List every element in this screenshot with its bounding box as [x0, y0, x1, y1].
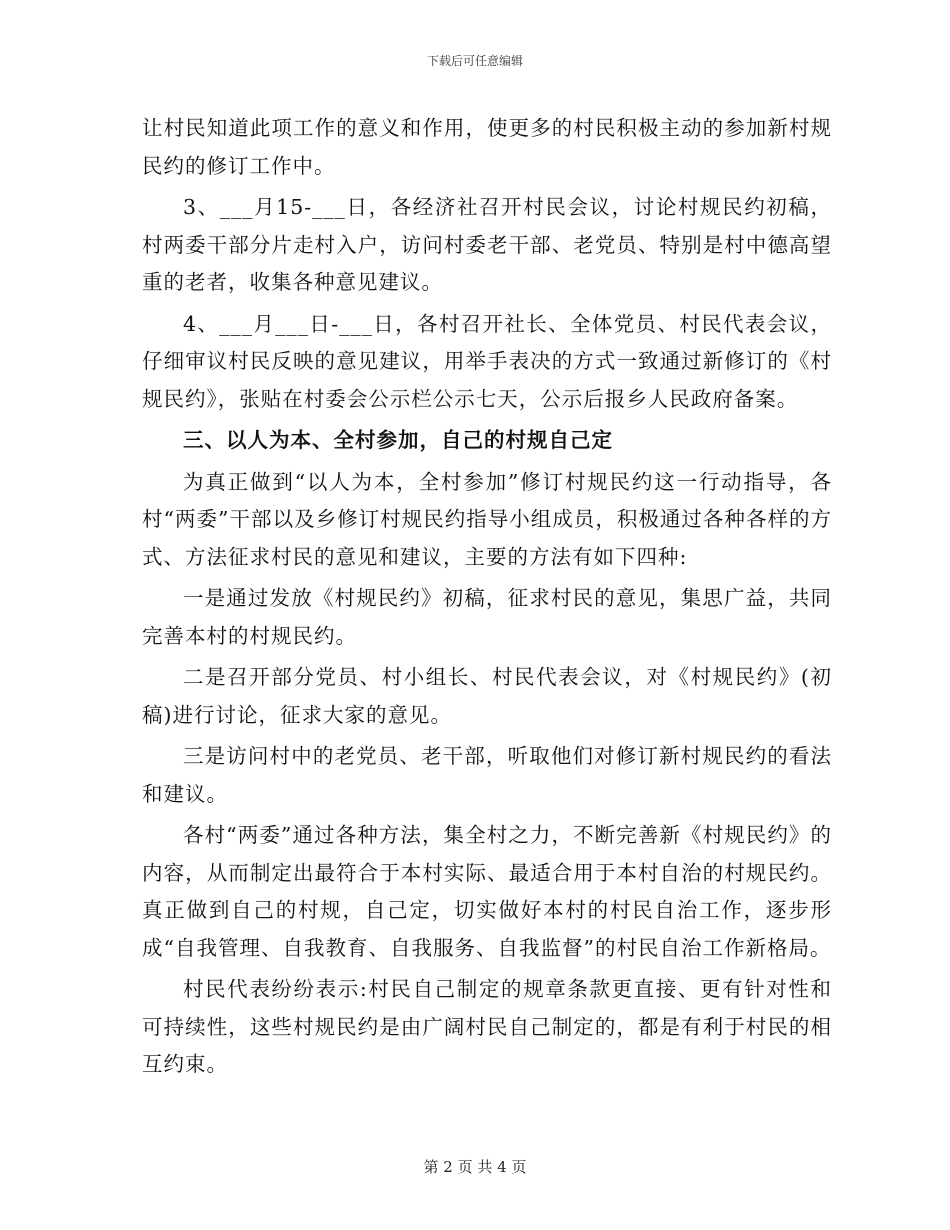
paragraph-method-2: 二是召开部分党员、村小组长、村民代表会议，对《村规民约》(初稿)进行讨论，征求大家的意见。	[142, 665, 832, 727]
paragraph-intro: 为真正做到“以人为本，全村参加”修订村规民约这一行动指导，各村“两委”干部以及乡修订村规民约指导小组成员，积极通过各种各样的方式、方法征求村民的意见和建议，主要的方法有如下四种:	[142, 469, 832, 569]
paragraph-step-4: 4、___月___日-___日，各村召开社长、全体党员、村民代表会议，仔细审议村民反映的意见建议，用举手表决的方式一致通过新修订的《村规民约》，张贴在村委会公示栏公示七天，公示后报乡人民政府备案。	[142, 311, 832, 411]
paragraph-method-3: 三是访问村中的老党员、老干部，听取他们对修订新村规民约的看法和建议。	[142, 744, 832, 806]
paragraph-method-1: 一是通过发放《村规民约》初稿，征求村民的意见，集思广益，共同完善本村的村规民约。	[142, 586, 832, 648]
paragraph-representatives: 村民代表纷纷表示:村民自己制定的规章条款更直接、更有针对性和可持续性，这些村规民约是由广阔村民自己制定的，都是有利于村民的相互约束。	[142, 977, 832, 1076]
page-footer: 第 2 页 共 4 页	[423, 1158, 527, 1176]
paragraph-summary: 各村“两委”通过各种方法，集全村之力，不断完善新《村规民约》的内容，从而制定出最符合于本村实际、最适合用于本村自治的村规民约。真正做到自己的村规，自己定，切实做好本村的村民自治工作，逐步形成“自我管理、自我教育、自我服务、自我监督”的村民自治工作新格局。	[142, 823, 832, 960]
paragraph-continuation: 让村民知道此项工作的意义和作用，使更多的村民积极主动的参加新村规民约的修订工作中。	[142, 116, 832, 178]
paragraph-step-3: 3、___月15-___日，各经济社召开村民会议，讨论村规民约初稿，村两委干部分片走村入户，访问村委老干部、老党员、特别是村中德高望重的老者，收集各种意见建议。	[142, 195, 832, 294]
page-header: 下载后可任意编辑	[426, 54, 523, 68]
section-heading: 三、以人为本、全村参加，自己的村规自己定	[183, 428, 613, 452]
document-body	[142, 110, 832, 1088]
